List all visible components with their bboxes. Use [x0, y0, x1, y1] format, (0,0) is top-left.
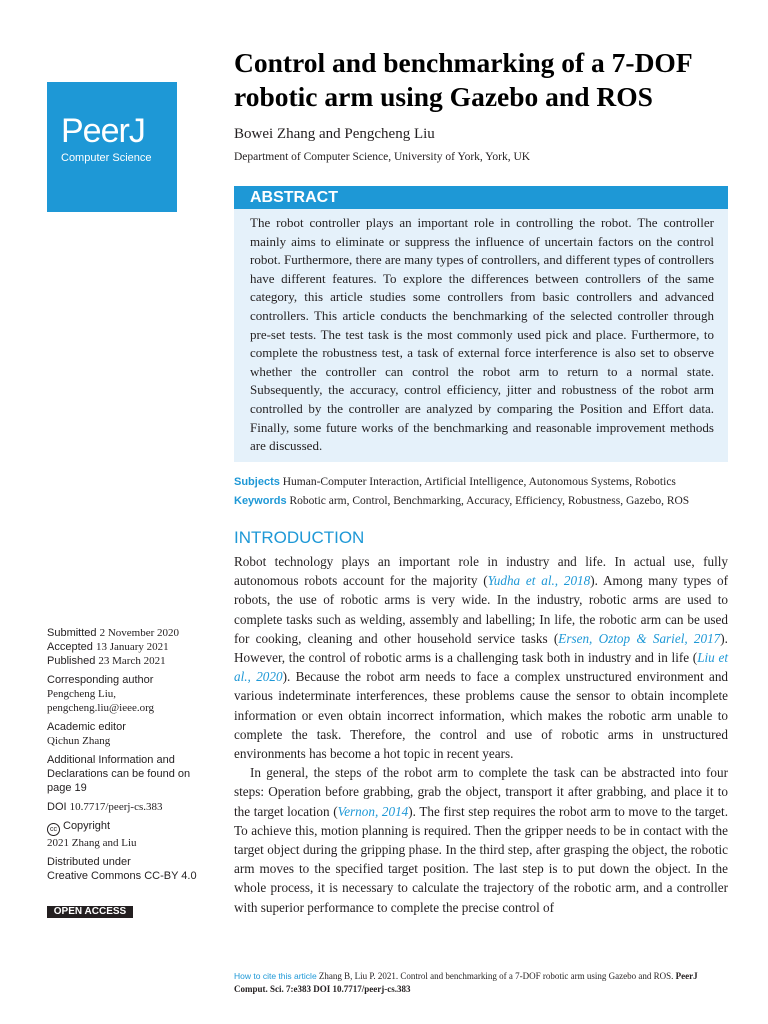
article-authors: Bowei Zhang and Pengcheng Liu	[234, 126, 435, 142]
intro-paragraph-2	[234, 763, 728, 917]
article-affiliation: Department of Computer Science, University of York, York, UK	[234, 151, 531, 163]
published-label: Published	[47, 655, 96, 667]
logo-peerj: PeerJ	[61, 112, 145, 150]
accepted-date: 13 January 2021	[95, 641, 169, 653]
introduction-body	[234, 552, 728, 917]
abstract-text: The robot controller plays an important role in controlling the robot. The controller mainly aims to eliminate or suppress the influence of uncertain factors on the control robot. Furthermore, there are many types of controllers, and different types of controllers have different features. To explore the differences between controllers of the same category, this article studies some controllers from basic controllers and advanced controllers. This article conducts the benchmarking of the selected controller through pre-set tests. The test task is the most commonly used pick and place. Furthermore, to complete the robustness test, a task of external force interference is also set to observe whether the controller can control the robot arm to return to a normal state. Subsequently, the accuracy, control efficiency, jitter and robustness of the robot arm controlled by the controller are analyzed by comparing the Position and Effort data. Finally, some future works of the benchmarking and reasonable improvement methods are discussed.	[250, 215, 714, 454]
citation-footer	[234, 970, 728, 996]
keywords-line	[234, 495, 689, 507]
corresponding-name: Pengcheng Liu,	[47, 688, 117, 700]
cite-label: How to cite this article	[234, 971, 317, 981]
intro-p1-text-d: ). Because the robot arm needs to face a complex unstructured environment and various indeterminate interferences, these problems cause the sensor to obtain incomplete information or even obtain incorrect information, which makes the robotic arm unable to complete the task. Therefore, the control and use of robotic arms in unstructured environments has become a hot topic in recent years.	[234, 669, 729, 762]
abstract-box	[234, 186, 728, 462]
citation-liu[interactable]: Liu et al., 2020	[234, 650, 728, 685]
keywords-label: Keywords	[234, 495, 287, 507]
academic-editor	[47, 720, 217, 748]
corresponding-label: Corresponding author	[47, 674, 154, 686]
cite-tail: 7:e383 DOI 10.7717/peerj-cs.383	[286, 984, 411, 994]
creative-commons-icon: cc	[47, 823, 60, 836]
copyright-label: Copyright	[63, 820, 111, 832]
abstract-heading: ABSTRACT	[234, 186, 728, 209]
subjects-value: Human-Computer Interaction, Artificial Intelligence, Autonomous Systems, Robotics	[282, 476, 676, 488]
doi-label: DOI	[47, 801, 67, 813]
cite-text: Zhang B, Liu P. 2021. Control and benchmarking of a 7-DOF robotic arm using Gazebo and ROS.	[318, 971, 674, 981]
intro-p2-text-b: ). The first step requires the robot arm to move to the target. To achieve this, motion planning is required. Then the gripper needs to be in contact with the target object during the gripping phase. In the third step, after grasping the object, the robotic arm moves to the specified target position. The last step is to put down the object. In the whole process, it is necessary to calculate the trajectory of the robotic arm, and a controller with superior performance to complete the precise control of	[234, 803, 729, 915]
doi-value[interactable]: 10.7717/peerj-cs.383	[69, 801, 163, 813]
intro-p2-text-a: In general, the steps of the robot arm to complete the task can be abstracted into four steps: Operation before grabbing, grab the object, transport it after grabbing, and place it to the target location (	[234, 765, 728, 819]
citation-ersen[interactable]: Ersen, Oztop & Sariel, 2017	[558, 630, 721, 646]
open-access-badge: OPEN ACCESS	[47, 906, 133, 918]
submitted-label: Submitted	[47, 627, 97, 639]
citation-yudha[interactable]: Yudha et al., 2018	[487, 573, 591, 589]
subjects-label: Subjects	[234, 476, 280, 488]
submitted-date: 2 November 2020	[99, 627, 180, 639]
logo-subtitle: Computer Science	[61, 152, 152, 164]
copyright-value: 2021 Zhang and Liu	[47, 837, 137, 849]
distributed-label: Distributed under	[47, 856, 131, 868]
accepted-label: Accepted	[47, 641, 93, 653]
editor-name: Qichun Zhang	[47, 735, 111, 747]
license-block	[47, 855, 217, 883]
keywords-value: Robotic arm, Control, Benchmarking, Accuracy, Efficiency, Robustness, Gazebo, ROS	[289, 495, 690, 507]
citation-vernon[interactable]: Vernon, 2014	[337, 803, 409, 819]
copyright-block	[47, 819, 217, 850]
intro-p1-text-b: ). Among many types of robots, the use of robotic arms is very wide. In the industry, robotic arms are used to complete tasks such as welding, assembly and labelling; In life, the robotic arm can be used for cooking, cleaning and other household service tasks (	[234, 573, 728, 646]
editor-label: Academic editor	[47, 721, 126, 733]
subjects-line	[234, 476, 676, 488]
journal-logo	[47, 82, 177, 212]
introduction-heading: INTRODUCTION	[234, 528, 365, 547]
doi-line	[47, 800, 217, 814]
published-date: 23 March 2021	[98, 655, 166, 667]
corresponding-author	[47, 673, 217, 715]
article-history-sidebar	[47, 626, 217, 888]
intro-p1-text-c: ). However, the control of robotic arms is a challenging task both in industry and in life (	[234, 630, 728, 666]
corresponding-email[interactable]: pengcheng.liu@ieee.org	[47, 702, 155, 714]
license-value[interactable]: Creative Commons CC-BY 4.0	[47, 870, 197, 882]
intro-p1-text-a: Robot technology plays an important role in industry and life. In actual use, fully autonomous robots account for the majority (	[234, 554, 728, 589]
additional-information: Additional Information and Declarations can be found on page 19	[47, 754, 191, 794]
cite-journal: PeerJ Comput. Sci.	[234, 971, 698, 994]
article-title: Control and benchmarking of a 7-DOF robotic arm using Gazebo and ROS	[234, 47, 692, 112]
intro-paragraph-1	[234, 552, 728, 763]
history-dates	[47, 626, 217, 668]
